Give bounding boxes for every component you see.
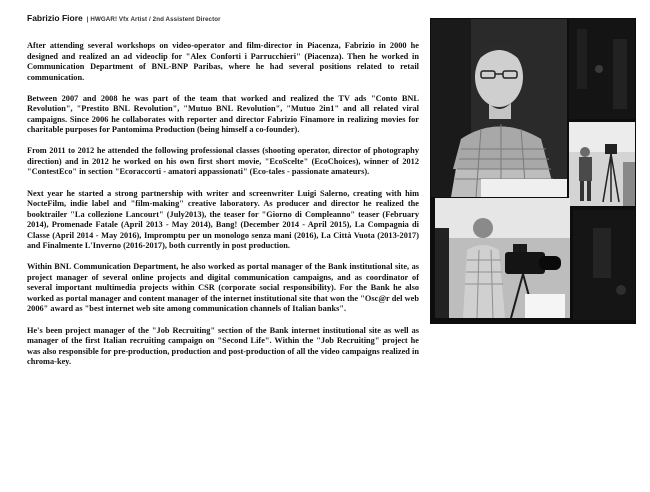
bio-paragraph-2: Between 2007 and 2008 he was part of the team that worked and realized the TV ads "Conto BNL Revolution", "Prestito BNL Revolution", "Mutuo BNL Revolution", "Mutuo 2in1" and all related viral campaigns. Since 2006 he collaborates with reporter and director Fabrizio Finamore in realizing movies for charitable purposes for Pantomima Production (being himself a co-founder). (27, 93, 419, 135)
portrait-photo (431, 19, 567, 197)
dark-studio-photo-art (573, 210, 635, 320)
bio-paragraph-6: He's been project manager of the "Job Recruiting" section of the Bank internet institutional site as well as manager of the first Italian recruiting campaign on "Second Life". Within the "Job Recruiting" project he was also responsible for pre-production, production and post-production of all the video campaigns realized in chroma-key. (27, 325, 419, 367)
author-role: | HWGAR! Vfx Artist / 2nd Assistent Director (86, 16, 221, 23)
biography-text (27, 41, 419, 378)
author-name: Fabrizio Fiore (27, 13, 83, 23)
camera-operator-photo (435, 198, 570, 318)
bio-paragraph-5: Within BNL Communication Department, he also worked as portal manager of the Bank institutional site, as project manager of several online projects and digital communication campaigns, and as coordinator of several important multimedia projects within CSR (corporate social responsibility). For the Bank he also worked as portal manager and content manager of the internet institutional site that won the "Osc@r del web 2006" award as "best internet web site among communication channels of Italian banks". (27, 262, 419, 314)
crew-photo (569, 122, 635, 206)
portrait-photo-art (431, 19, 567, 197)
author-line (27, 13, 221, 23)
photo-collage (430, 18, 636, 324)
dark-studio-photo (573, 210, 635, 320)
dark-set-photo-art (569, 19, 635, 119)
bio-paragraph-1: After attending several workshops on video-operator and film-director in Piacenza, Fabrizio in 2000 he designed and realized an ad videoclip for "Alex Conforti i Parrucchieri" (Piacenza). Then he worked in Communication Department of BNL-BNP Paribas, where he had several positions related to retail communication. (27, 41, 419, 82)
dark-set-photo (569, 19, 635, 119)
crew-photo-art (569, 122, 635, 206)
camera-operator-photo-art (435, 198, 570, 318)
bio-paragraph-3: From 2011 to 2012 he attended the following professional classes (shooting operator, director of photography direction) and in 2012 he worked on his own first short movie, "EcoScelte" (EcoChoices), winner of 2012 "ContestEco" in section "Ecoraccorti - amatori appassionati" (Eco-tales - passionate amateurs). (27, 146, 419, 177)
bio-paragraph-4: Next year he started a strong partnership with writer and screenwriter Luigi Salerno, creating with him NocteFilm, indie label and "film-making" creative laboratory. As producer and director he realized the booktrailer "La collezione Lancourt" (July2013), the teaser for "Giorno di Compleanno" teaser (February 2014), Promenade Fatale (April 2013 - May 2014), Bang! (December 2014 - April 2015), La Compagnia di Classe (April 2014 - May 2016), Impromptu per un monologo senza mani (2016), La Città Vuota (2013-2017) and Finalmente L'Inverno (2016-2017), both currently in post production. (27, 188, 419, 251)
